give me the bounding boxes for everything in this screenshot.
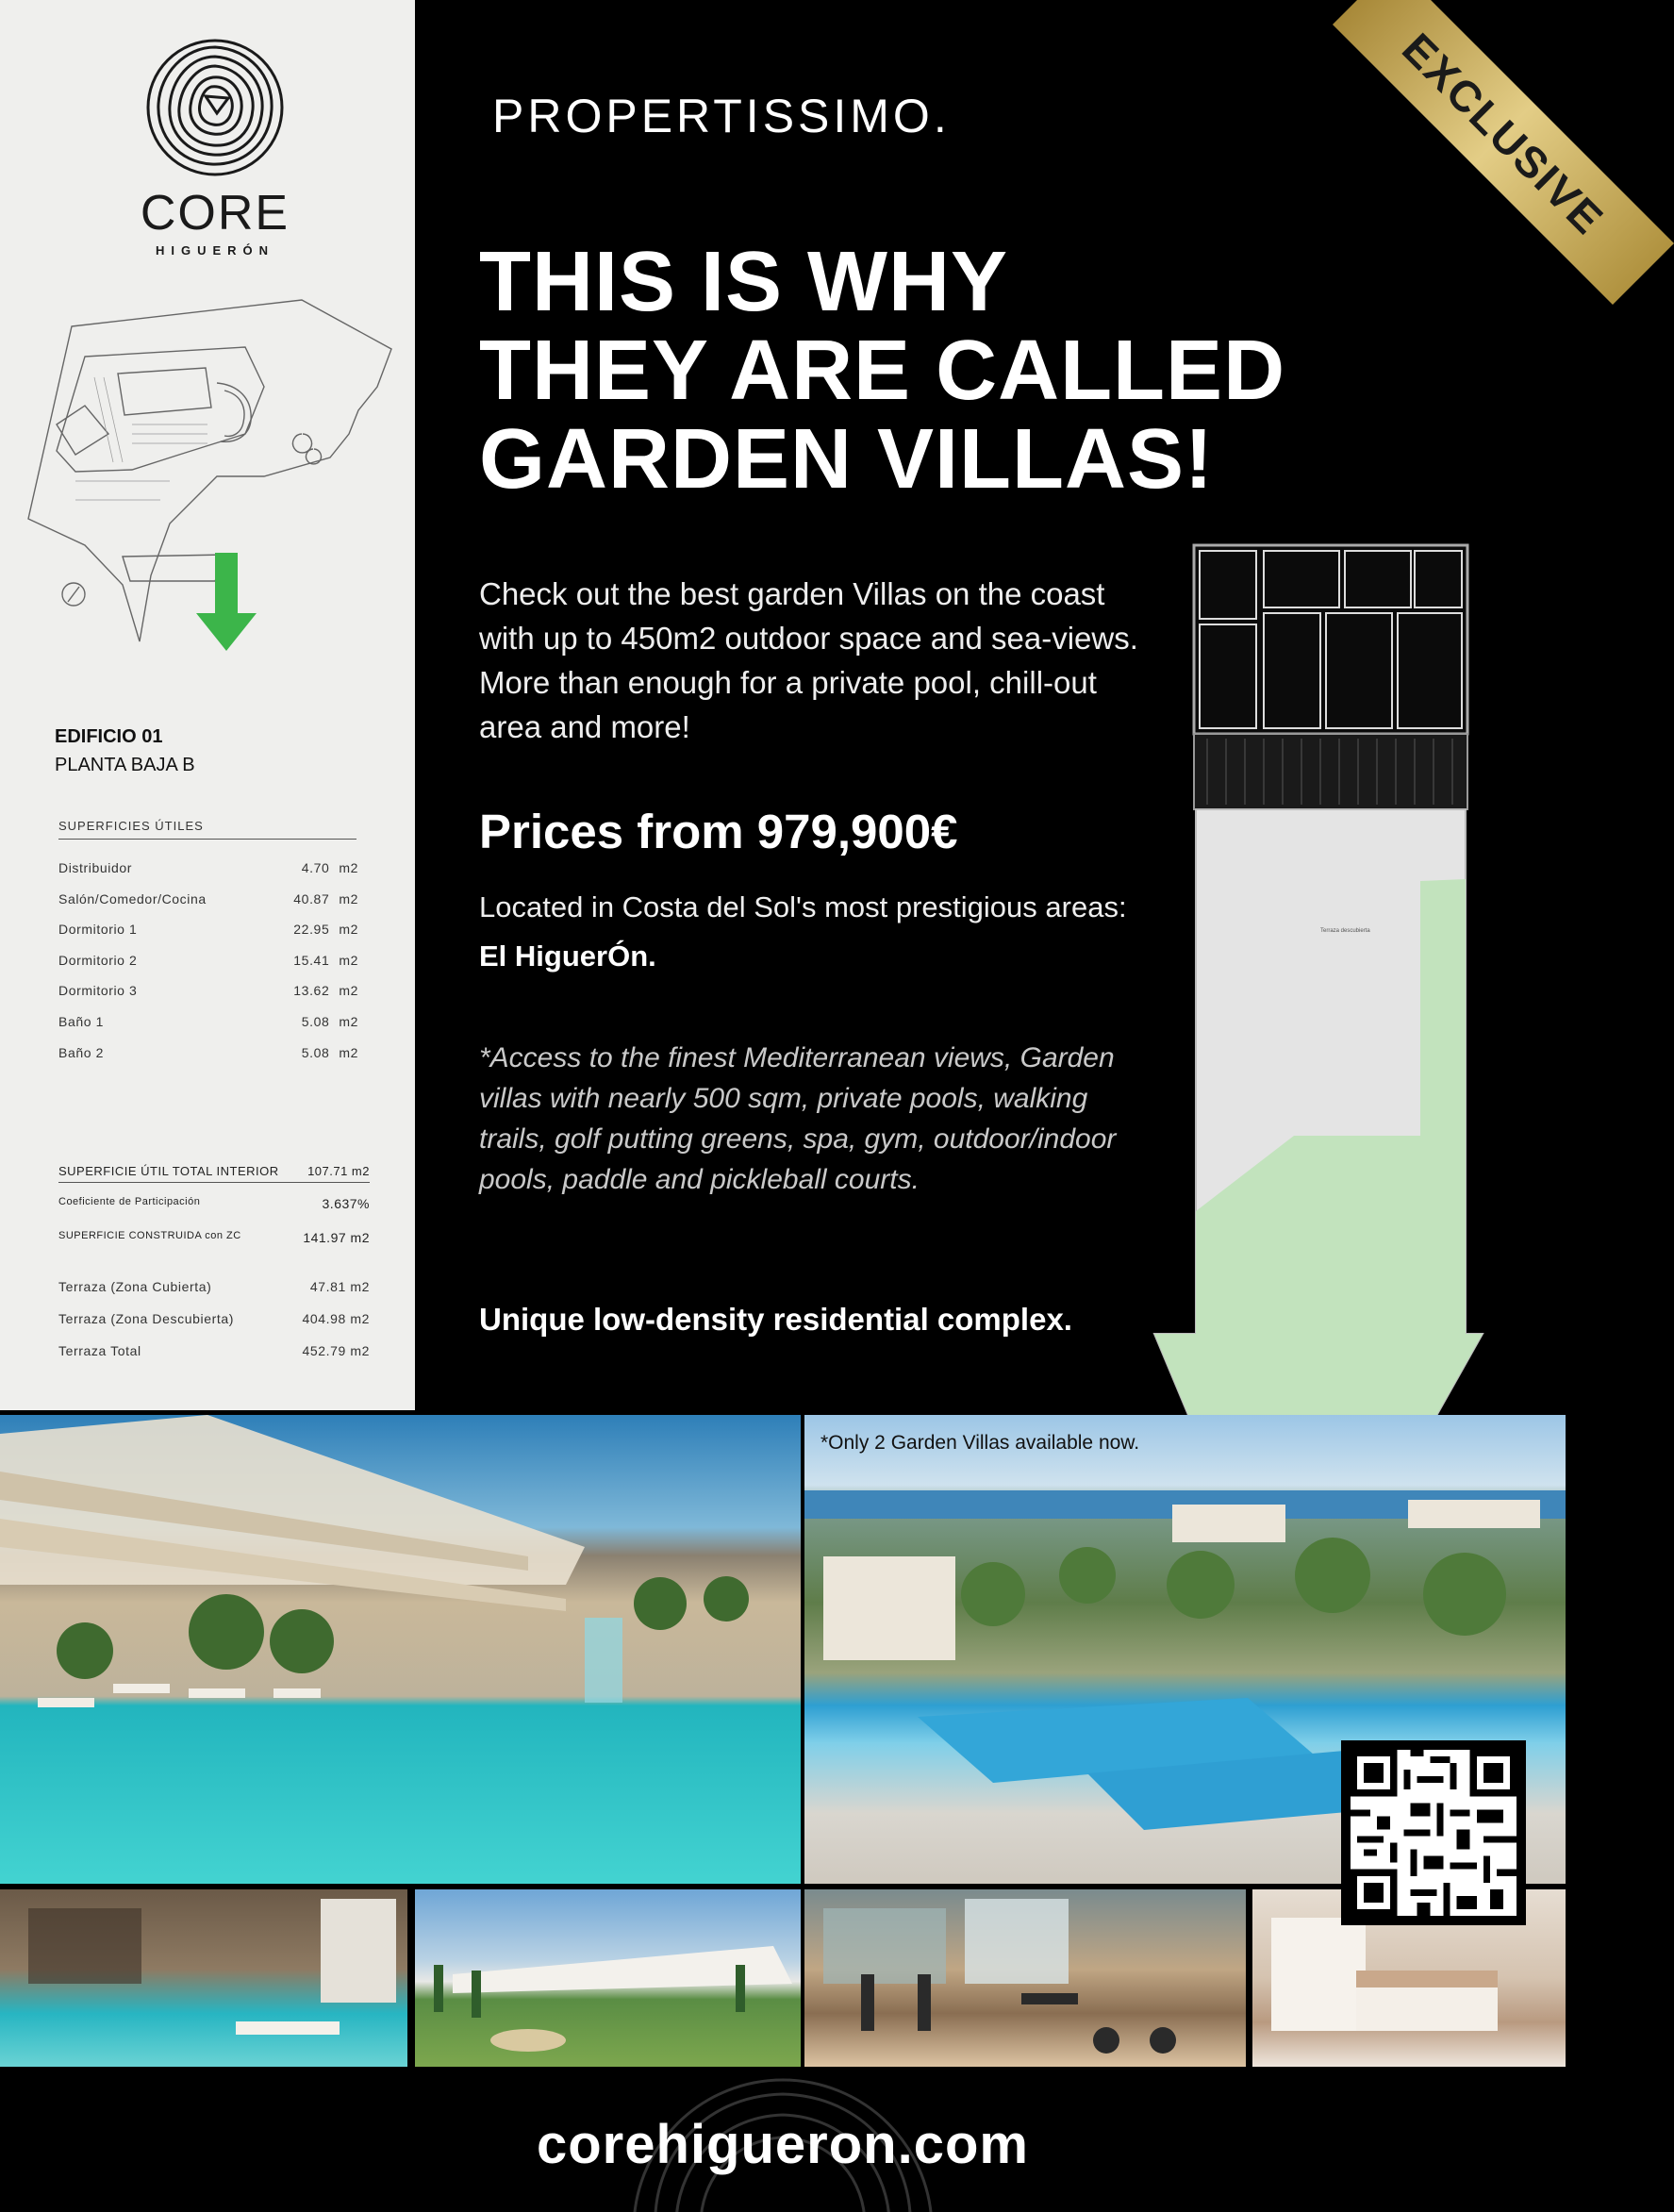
- built-surface-row: SUPERFICIE CONSTRUIDA con ZC 141.97 m2: [58, 1230, 370, 1245]
- terrace-row: Terraza (Zona Cubierta) 47.81 m2: [58, 1279, 370, 1294]
- room-row: Baño 1 5.08 m2: [58, 1013, 358, 1029]
- site-plan-map: [19, 292, 401, 698]
- totals-block: [58, 1164, 370, 1264]
- core-topo-logo-icon: [145, 38, 285, 177]
- unique-tagline: Unique low-density residential complex.: [479, 1302, 1072, 1337]
- room-row: Dormitorio 2 15.41 m2: [58, 952, 358, 968]
- exclusive-label: EXCLUSIVE: [1393, 24, 1614, 244]
- terrace-row: Terraza Total 452.79 m2: [58, 1343, 370, 1358]
- location-place: El HiguerÓn.: [479, 940, 656, 973]
- room-row: Dormitorio 3 13.62 m2: [58, 983, 358, 999]
- availability-note: *Only 2 Garden Villas available now.: [820, 1432, 1140, 1454]
- terrace-row: Terraza (Zona Descubierta) 404.98 m2: [58, 1311, 370, 1326]
- website-link[interactable]: corehigueron.com: [537, 2114, 1029, 2175]
- gym-photo: [804, 1889, 1246, 2067]
- coefficient-row: Coeficiente de Participación 3.637%: [58, 1196, 370, 1211]
- floor-id: PLANTA BAJA B: [55, 755, 195, 775]
- amenities-paragraph: *Access to the finest Mediterranean views, Garden villas with nearly 500 sqm, private pools, walking trails, golf putting greens, spa, gym, outdoor/indoor pools, paddle and pickleball courts.: [479, 1042, 1117, 1195]
- terrace-list: [58, 1279, 370, 1375]
- room-row: Baño 2 5.08 m2: [58, 1044, 358, 1060]
- svg-text:Terraza descubierta: Terraza descubierta: [1320, 928, 1370, 934]
- floor-info-sidebar: [0, 0, 415, 1410]
- core-logo-subtitle: HIGUERÓN: [155, 243, 275, 258]
- exclusive-ribbon: [1273, 0, 1614, 292]
- pool-terrace-photo: [0, 1415, 801, 1884]
- surfaces-table-title: SUPERFICIES ÚTILES: [58, 819, 356, 840]
- price-heading: Prices from 979,900€: [479, 805, 958, 858]
- room-row: Dormitorio 1 22.95 m2: [58, 922, 358, 938]
- garden-complex-photo: [415, 1889, 801, 2067]
- location-paragraph: Located in Costa del Sol's most prestigious areas: El HiguerÓn.: [479, 890, 1127, 973]
- room-row: Distribuidor 4.70 m2: [58, 860, 358, 875]
- room-row: Salón/Comedor/Cocina 40.87 m2: [58, 890, 358, 906]
- propertissimo-logo: PROPERTISSIMO.: [492, 90, 951, 142]
- intro-paragraph: Check out the best garden Villas on the coast with up to 450m2 outdoor space and sea-views. More than enough for a private pool, chill-out area and more!: [479, 576, 1138, 744]
- qr-code-icon[interactable]: [1341, 1740, 1526, 1925]
- building-id: EDIFICIO 01: [55, 726, 163, 747]
- villa-floor-plan: [1141, 545, 1490, 1489]
- headline: THIS IS WHY THEY ARE CALLED GARDEN VILLAS!: [479, 235, 1286, 507]
- room-surfaces-list: [58, 860, 358, 1075]
- core-logo-text: CORE: [140, 186, 290, 241]
- total-interior-row: SUPERFICIE ÚTIL TOTAL INTERIOR 107.71 m2: [58, 1164, 370, 1183]
- indoor-spa-photo: [0, 1889, 407, 2067]
